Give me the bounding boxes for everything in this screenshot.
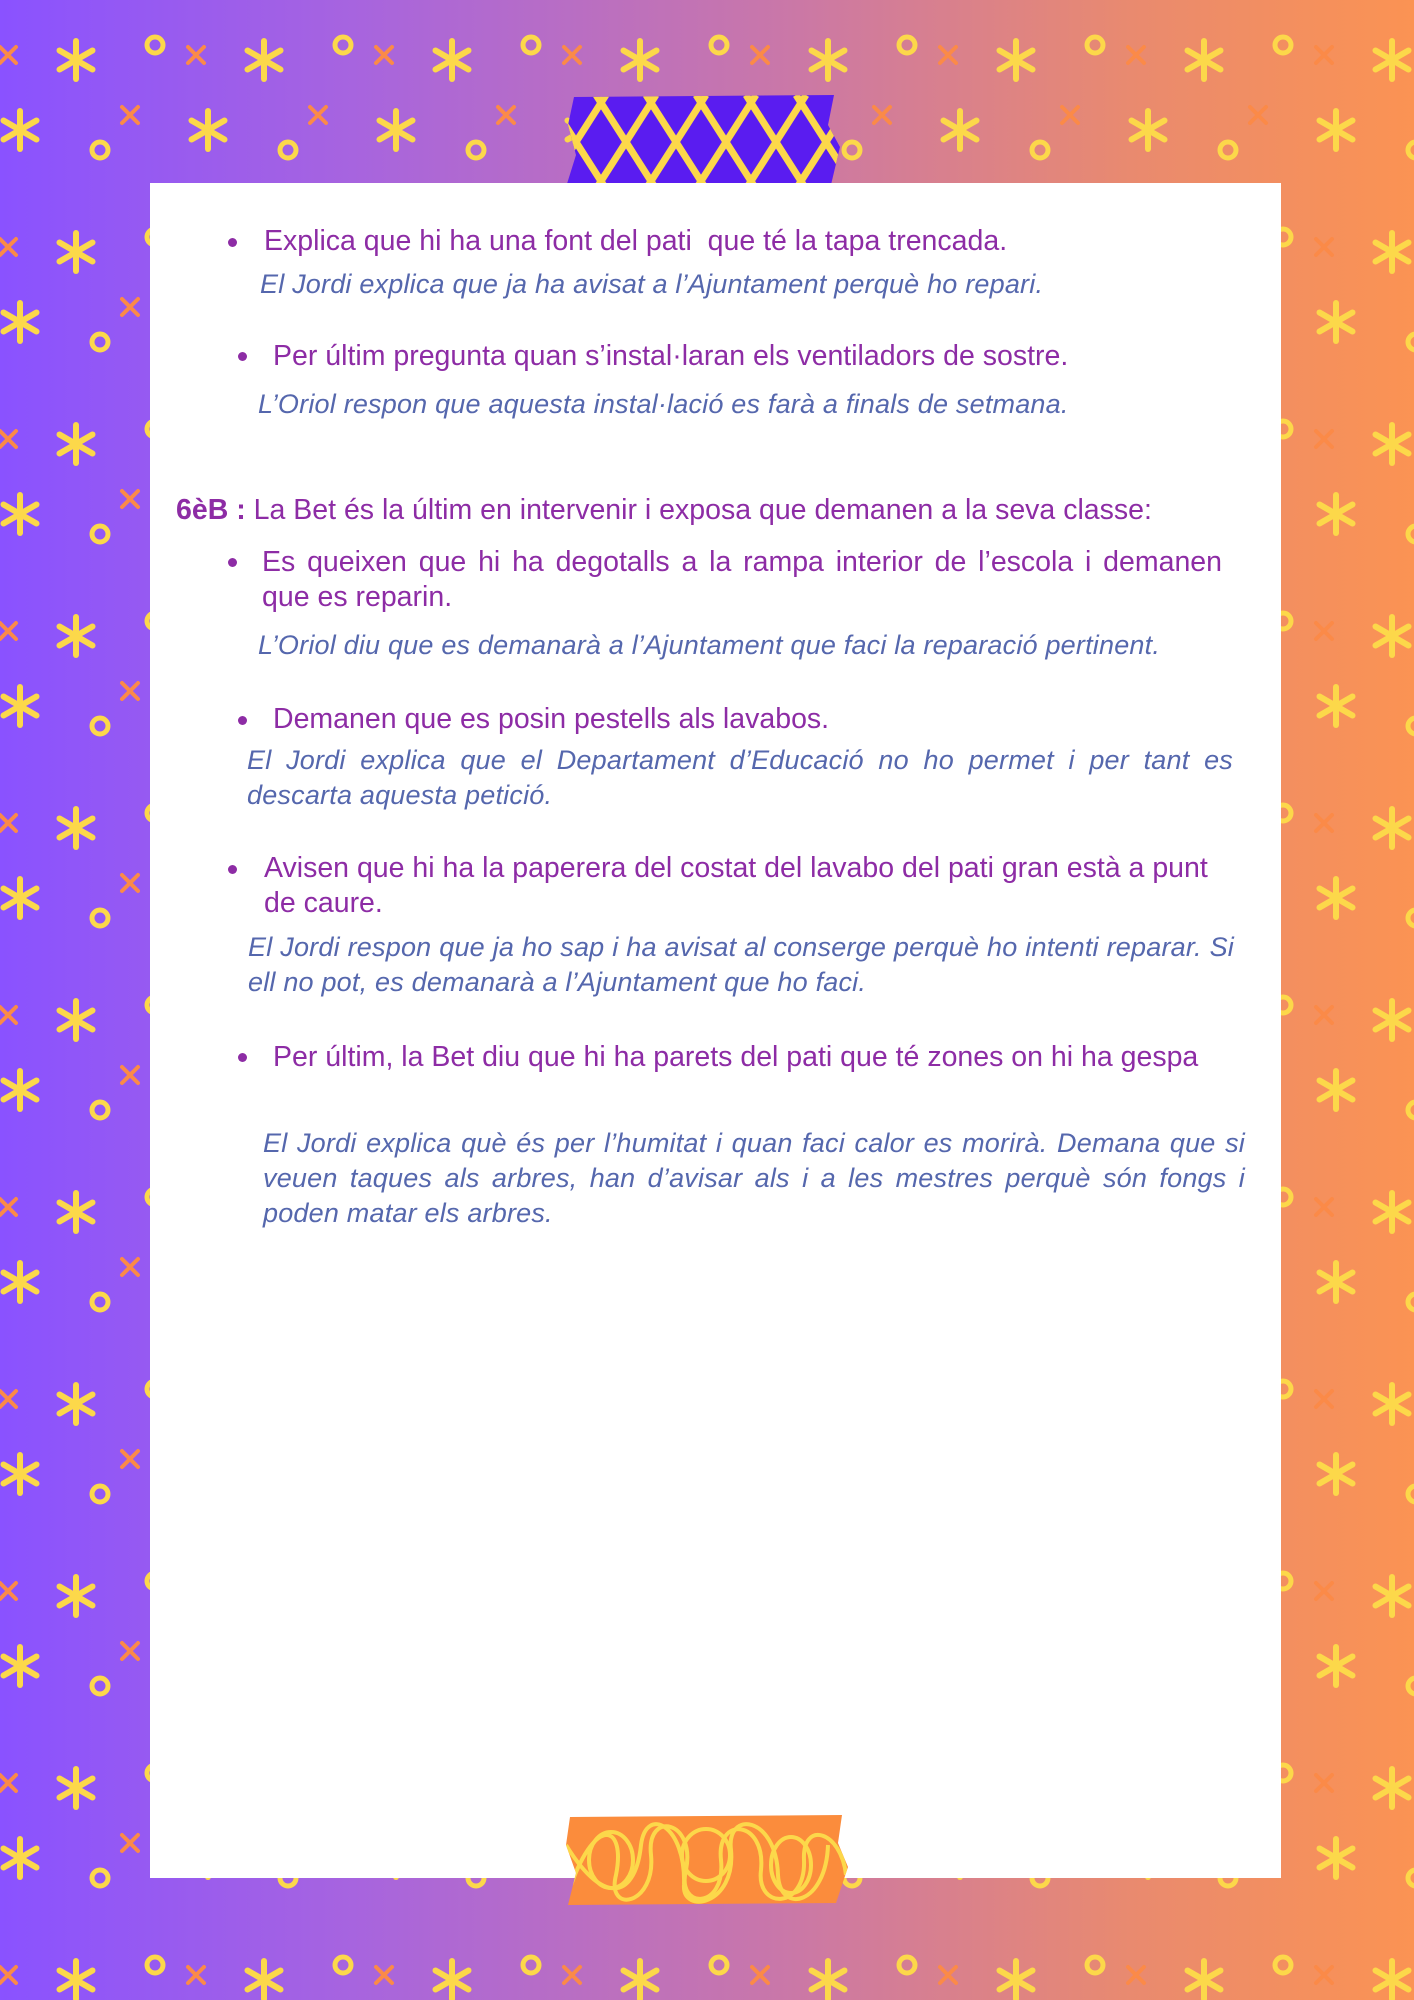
response-text: El Jordi explica que el Departament d’Educació no ho permet i per tant es descarta aquesta petició. <box>247 745 1233 810</box>
circle-icon <box>92 526 108 542</box>
star-icon <box>1320 1647 1353 1685</box>
circle-icon <box>1408 1870 1414 1886</box>
circle-icon <box>1408 142 1414 158</box>
circle-icon <box>1408 910 1414 926</box>
star-icon <box>4 1839 37 1877</box>
star-icon <box>4 1455 37 1493</box>
circle-icon <box>92 1102 108 1118</box>
circle-icon <box>1275 37 1291 53</box>
circle-icon <box>1408 1102 1414 1118</box>
star-icon <box>1320 879 1353 917</box>
star-icon <box>60 1961 93 1999</box>
star-icon <box>60 41 93 79</box>
cross-icon <box>1316 1967 1332 1983</box>
paper-sheet <box>150 183 1281 1878</box>
star-icon <box>1320 1071 1353 1109</box>
list-item: Per últim pregunta quan s’instal·laran els ventiladors de sostre. <box>273 340 1069 372</box>
star-icon <box>1320 495 1353 533</box>
response-text: El Jordi respon que ja ho sap i ha avisat al conserge perquè ho intenti reparar. Si ell no pot, es demanarà a l’Ajuntament que ho faci. <box>248 932 1234 997</box>
star-icon <box>1376 1193 1409 1231</box>
cross-icon <box>1316 431 1332 447</box>
cross-icon <box>0 431 16 447</box>
bullet-icon <box>228 865 237 874</box>
cross-icon <box>0 47 16 63</box>
star-icon <box>4 1647 37 1685</box>
star-icon <box>60 1001 93 1039</box>
cross-icon <box>122 1451 138 1467</box>
circle-icon <box>1408 526 1414 542</box>
circle-icon <box>92 1870 108 1886</box>
bullet-icon <box>228 238 237 247</box>
star-icon <box>436 1961 469 1999</box>
cross-icon <box>0 1391 16 1407</box>
star-icon <box>812 1961 845 1999</box>
star-icon <box>1376 41 1409 79</box>
bullet-icon <box>238 716 247 725</box>
star-icon <box>624 1961 657 1999</box>
star-icon <box>1132 111 1165 149</box>
circle-icon <box>147 1957 163 1973</box>
cross-icon <box>1316 1583 1332 1599</box>
cross-icon <box>376 47 392 63</box>
star-icon <box>4 879 37 917</box>
cross-icon <box>0 1775 16 1791</box>
bullet-icon <box>238 352 247 361</box>
star-icon <box>812 41 845 79</box>
circle-icon <box>711 37 727 53</box>
cross-icon <box>188 1967 204 1983</box>
washi-tape-bottom <box>566 1815 848 1905</box>
cross-icon <box>122 1835 138 1851</box>
star-icon <box>4 1071 37 1109</box>
cross-icon <box>564 1967 580 1983</box>
star-icon <box>1320 1263 1353 1301</box>
cross-icon <box>0 1583 16 1599</box>
star-icon <box>60 809 93 847</box>
circle-icon <box>1032 142 1048 158</box>
star-icon <box>1376 617 1409 655</box>
list-item: Explica que hi ha una font del pati que té la tapa trencada. <box>264 225 1008 257</box>
star-icon <box>60 617 93 655</box>
star-icon <box>1000 41 1033 79</box>
cross-icon <box>1316 239 1332 255</box>
star-icon <box>1000 1961 1033 1999</box>
section-label: 6èB : <box>176 494 246 526</box>
star-icon <box>1376 1385 1409 1423</box>
star-icon <box>1376 233 1409 271</box>
circle-icon <box>523 1957 539 1973</box>
cross-icon <box>1316 1007 1332 1023</box>
star-icon <box>1188 41 1221 79</box>
star-icon <box>4 1263 37 1301</box>
circle-icon <box>92 1486 108 1502</box>
cross-icon <box>0 623 16 639</box>
star-icon <box>4 687 37 725</box>
star-icon <box>624 41 657 79</box>
cross-icon <box>1316 1391 1332 1407</box>
circle-icon <box>899 37 915 53</box>
response-text: El Jordi explica que ja ha avisat a l’Ajuntament perquè ho repari. <box>260 269 1044 299</box>
circle-icon <box>92 1294 108 1310</box>
response-text: L’Oriol respon que aquesta instal·lació es farà a finals de setmana. <box>258 389 1069 419</box>
star-icon <box>1320 1455 1353 1493</box>
cross-icon <box>1128 47 1144 63</box>
star-icon <box>60 1769 93 1807</box>
star-icon <box>248 41 281 79</box>
circle-icon <box>280 142 296 158</box>
star-icon <box>380 111 413 149</box>
circle-icon <box>468 142 484 158</box>
circle-icon <box>899 1957 915 1973</box>
circle-icon <box>147 37 163 53</box>
cross-icon <box>122 299 138 315</box>
circle-icon <box>1220 142 1236 158</box>
star-icon <box>60 1577 93 1615</box>
cross-icon <box>874 107 890 123</box>
cross-icon <box>1062 107 1078 123</box>
bullet-icon <box>238 1053 247 1062</box>
circle-icon <box>523 37 539 53</box>
star-icon <box>60 233 93 271</box>
circle-icon <box>92 1678 108 1694</box>
response-text: El Jordi explica què és per l’humitat i quan faci calor es morirà. Demana que si veuen taques als arbres, han d’avisar als i a les mestres perquè són fongs i poden matar els arbres. <box>263 1128 1245 1228</box>
cross-icon <box>752 1967 768 1983</box>
cross-icon <box>122 107 138 123</box>
cross-icon <box>122 1643 138 1659</box>
circle-icon <box>92 910 108 926</box>
circle-icon <box>1408 1294 1414 1310</box>
star-icon <box>4 111 37 149</box>
list-item: Demanen que es posin pestells als lavabos. <box>273 703 830 735</box>
circle-icon <box>1408 718 1414 734</box>
circle-icon <box>92 142 108 158</box>
star-icon <box>4 495 37 533</box>
cross-icon <box>122 875 138 891</box>
cross-icon <box>1316 47 1332 63</box>
star-icon <box>1320 687 1353 725</box>
section-intro <box>176 492 1256 528</box>
cross-icon <box>0 239 16 255</box>
cross-icon <box>940 47 956 63</box>
list-item: Per últim, la Bet diu que hi ha parets del pati que té zones on hi ha gespa <box>273 1041 1199 1073</box>
star-icon <box>436 41 469 79</box>
circle-icon <box>711 1957 727 1973</box>
cross-icon <box>310 107 326 123</box>
list-item: Es queixen que hi ha degotalls a la rampa interior de l’escola i demanen que es reparin. <box>262 546 1222 613</box>
list-item: Avisen que hi ha la paperera del costat del lavabo del pati gran està a punt de caure. <box>264 852 1208 919</box>
cross-icon <box>1250 107 1266 123</box>
star-icon <box>60 1385 93 1423</box>
star-icon <box>1320 111 1353 149</box>
star-icon <box>248 1961 281 1999</box>
star-icon <box>1320 1839 1353 1877</box>
washi-tape-top <box>566 95 842 189</box>
cross-icon <box>1316 1199 1332 1215</box>
circle-icon <box>335 37 351 53</box>
star-icon <box>1376 425 1409 463</box>
star-icon <box>192 111 225 149</box>
circle-icon <box>335 1957 351 1973</box>
section-intro-text: La Bet és la últim en intervenir i exposa que demanen a la seva classe: <box>253 494 1152 526</box>
star-icon <box>1188 1961 1221 1999</box>
cross-icon <box>122 491 138 507</box>
circle-icon <box>1408 1678 1414 1694</box>
star-icon <box>1320 303 1353 341</box>
cross-icon <box>498 107 514 123</box>
cross-icon <box>122 683 138 699</box>
cross-icon <box>1316 623 1332 639</box>
star-icon <box>1376 1961 1409 1999</box>
cross-icon <box>0 1199 16 1215</box>
cross-icon <box>0 1007 16 1023</box>
star-icon <box>60 425 93 463</box>
star-icon <box>4 303 37 341</box>
circle-icon <box>1087 1957 1103 1973</box>
star-icon <box>1376 1769 1409 1807</box>
cross-icon <box>0 815 16 831</box>
cross-icon <box>564 47 580 63</box>
cross-icon <box>122 1067 138 1083</box>
cross-icon <box>0 1967 16 1983</box>
circle-icon <box>844 142 860 158</box>
cross-icon <box>1316 1775 1332 1791</box>
star-icon <box>1376 1001 1409 1039</box>
response-text: L’Oriol diu que es demanarà a l’Ajuntament que faci la reparació pertinent. <box>258 630 1161 660</box>
circle-icon <box>92 334 108 350</box>
star-icon <box>60 1193 93 1231</box>
star-icon <box>944 111 977 149</box>
circle-icon <box>1275 1957 1291 1973</box>
circle-icon <box>1087 37 1103 53</box>
cross-icon <box>752 47 768 63</box>
star-icon <box>1376 1577 1409 1615</box>
cross-icon <box>940 1967 956 1983</box>
cross-icon <box>1128 1967 1144 1983</box>
bullet-icon <box>228 558 237 567</box>
circle-icon <box>92 718 108 734</box>
circle-icon <box>1408 1486 1414 1502</box>
cross-icon <box>376 1967 392 1983</box>
star-icon <box>1376 809 1409 847</box>
cross-icon <box>188 47 204 63</box>
cross-icon <box>1316 815 1332 831</box>
cross-icon <box>122 1259 138 1275</box>
circle-icon <box>1408 334 1414 350</box>
